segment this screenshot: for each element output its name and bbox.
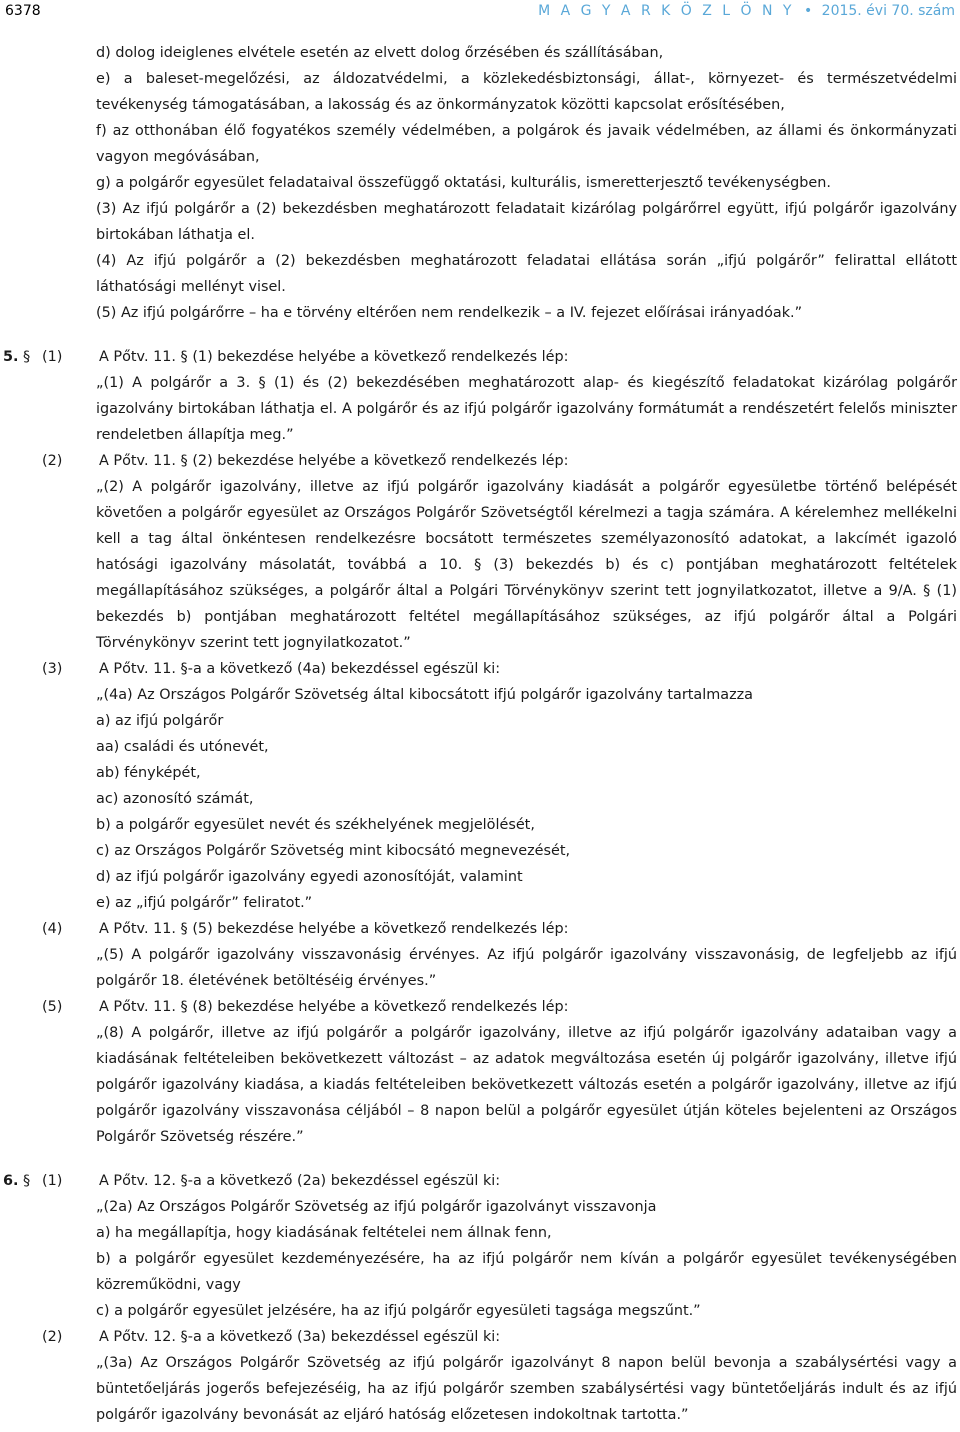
subsection-intro: A Pőtv. 11. § (1) bekezdése helyébe a következő rendelkezés lép: [99, 349, 569, 365]
subsection-intro: A Pőtv. 12. §-a a következő (3a) bekezdéssel egészül ki: [99, 1329, 501, 1345]
section-6-sub-2 [0, 1324, 960, 1350]
section-5-sub-1 [0, 344, 960, 370]
list-item: a) az ifjú polgárőr [96, 713, 224, 729]
quoted-text: „(5) A polgárőr igazolvány visszavonásig érvényes. Az ifjú polgárőr igazolvány visszavonásig, de legfeljebb az ifjú polgárőr 18. életévének betöltéséig érvényes.” [96, 947, 957, 989]
list-item: ab) fényképét, [96, 765, 201, 781]
quoted-text: „(8) A polgárőr, illetve az ifjú polgárőr a polgárőr igazolvány, illetve az ifjú polgárőr igazolvány adataiban vagy a kiadásának feltételeiben bekövetkezett változást – az adatok megváltozása esetén új polgárőr igazolvány, illetve ifjú polgárőr igazolvány kiadása, a kiadás feltételeiben bekövetkezett változás esetén a polgárőr igazolvány, illetve az ifjú polgárőr igazolvány visszavonása céljából – 8 napon belül a polgárőr egyesület útján köteles bejelenteni az Országos Polgárőr Szövetség részére.” [96, 1025, 957, 1145]
subsection-intro: A Pőtv. 11. § (5) bekezdése helyébe a következő rendelkezés lép: [99, 921, 569, 937]
page-number: 6378 [5, 3, 41, 19]
list-item: b) a polgárőr egyesület kezdeményezésére, ha az ifjú polgárőr nem kíván a polgárőr egyesület tevékenységében közreműködni, vagy [96, 1251, 957, 1293]
quoted-text: „(3a) Az Országos Polgárőr Szövetség az ifjú polgárőr igazolványt 8 napon belül bevonja a szabálysértési vagy a büntetőeljárás jogerős befejezéséig, ha az ifjú polgárőr szemben szabálysértési vagy büntetőeljárás indult és az ifjú polgárőr igazolvány bevonását az eljáró hatóság előzetesen indokoltnak tartotta.” [96, 1355, 957, 1423]
section-number: 6. [3, 1173, 19, 1189]
list-item: a) ha megállapítja, hogy kiadásának feltételei nem állnak fenn, [96, 1225, 552, 1241]
list-item: c) az Országos Polgárőr Szövetség mint kibocsátó megnevezését, [96, 843, 571, 859]
subsection-intro: A Pőtv. 11. §-a a következő (4a) bekezdéssel egészül ki: [99, 661, 501, 677]
publication-title: M A G Y A R K Ö Z L Ö N Y [538, 3, 795, 19]
subsection-number: (2) [42, 453, 63, 469]
running-head [538, 3, 955, 19]
section-number: 5. [3, 349, 19, 365]
list-item: „(2a) Az Országos Polgárőr Szövetség az ifjú polgárőr igazolványt visszavonja [96, 1199, 657, 1215]
subsection-number: (5) [42, 999, 63, 1015]
section-5-sub-2 [0, 448, 960, 474]
document-body [0, 40, 960, 1428]
subsection-number: (1) [42, 349, 63, 365]
subsection-number: (4) [42, 921, 63, 937]
issue-label: 2015. évi 70. szám [821, 3, 955, 19]
section-5-sub-3 [0, 656, 960, 682]
paragraph-3: (3) Az ifjú polgárőr a (2) bekezdésben meghatározott feladatait kizárólag polgárőrrel együtt, ifjú polgárőr igazolvány birtokában láthatja el. [96, 201, 957, 243]
paragraph-4: (4) Az ifjú polgárőr a (2) bekezdésben meghatározott feladatai ellátása során „ifjú polgárőr” felirattal ellátott láthatósági mellényt visel. [96, 253, 957, 295]
list-item: aa) családi és utónevét, [96, 739, 269, 755]
subsection-intro: A Pőtv. 12. §-a a következő (2a) bekezdéssel egészül ki: [99, 1173, 501, 1189]
point-g: g) a polgárőr egyesület feladataival összefüggő oktatási, kulturális, ismeretterjesztő tevékenységben. [96, 175, 831, 191]
point-e: e) a baleset-megelőzési, az áldozatvédelmi, a közlekedésbiztonsági, állat-, környezet- és természetvédelmi tevékenység támogatásában, a lakosság és az önkormányzatok közötti kapcsolat erősítésében, [96, 71, 957, 113]
list-item: d) az ifjú polgárőr igazolvány egyedi azonosítóját, valamint [96, 869, 523, 885]
paragraph-sign: § [23, 349, 31, 365]
subsection-number: (3) [42, 661, 63, 677]
section-5-sub-5 [0, 994, 960, 1020]
quoted-text: „(1) A polgárőr a 3. § (1) és (2) bekezdésében meghatározott alap- és kiegészítő feladatokat kizárólag polgárőr igazolvány birtokában láthatja el. A polgárőr és az ifjú polgárőr igazolvány formátumát a rendészetért felelős miniszter rendeletben állapítja meg.” [96, 375, 957, 443]
point-d: d) dolog ideiglenes elvétele esetén az elvett dolog őrzésében és szállításában, [96, 45, 664, 61]
page-header [0, 0, 960, 26]
list-item: b) a polgárőr egyesület nevét és székhelyének megjelölését, [96, 817, 535, 833]
subsection-intro: A Pőtv. 11. § (8) bekezdése helyébe a következő rendelkezés lép: [99, 999, 569, 1015]
subsection-intro: A Pőtv. 11. § (2) bekezdése helyébe a következő rendelkezés lép: [99, 453, 569, 469]
subsection-number: (2) [42, 1329, 63, 1345]
paragraph-5: (5) Az ifjú polgárőrre – ha e törvény eltérően nem rendelkezik – a IV. fejezet előírásai irányadóak.” [96, 305, 803, 321]
list-item: „(4a) Az Országos Polgárőr Szövetség által kibocsátott ifjú polgárőr igazolvány tartalmazza [96, 687, 753, 703]
list-item: c) a polgárőr egyesület jelzésére, ha az ifjú polgárőr egyesületi tagsága megszűnt.” [96, 1303, 701, 1319]
subsection-number: (1) [42, 1173, 63, 1189]
point-f: f) az otthonában élő fogyatékos személy védelmében, a polgárok és javaik védelmében, az állami és önkormányzati vagyon megóvásában, [96, 123, 957, 165]
section-6-sub-1 [0, 1168, 960, 1194]
list-item: e) az „ifjú polgárőr” feliratot.” [96, 895, 313, 911]
paragraph-sign: § [23, 1173, 31, 1189]
section-5-sub-4 [0, 916, 960, 942]
quoted-text: „(2) A polgárőr igazolvány, illetve az ifjú polgárőr igazolvány kiadását a polgárőr egyesületbe történő belépését követően a polgárőr egyesület az Országos Polgárőr Szövetségtől kérelmezi a tagja számára. A kérelemhez mellékelni kell a tag által önkéntesen rendelkezésre bocsátott természetes személyazonosító adatokat, a lakcímét igazoló hatósági igazolvány másolatát, továbbá a 10. § (3) bekezdés b) és c) pontjában meghatározott feltételek megállapításához szükséges, a polgárőr által a Polgári Törvénykönyv szerint tett jognyilatkozatot, illetve a 9/A. § (1) bekezdés b) pontjában meghatározott feltétel megállapításához szükséges, az ifjú polgárőr által a Polgári Törvénykönyv szerint tett jognyilatkozatot.” [96, 479, 957, 651]
bullet-separator: • [803, 3, 813, 19]
list-item: ac) azonosító számát, [96, 791, 254, 807]
